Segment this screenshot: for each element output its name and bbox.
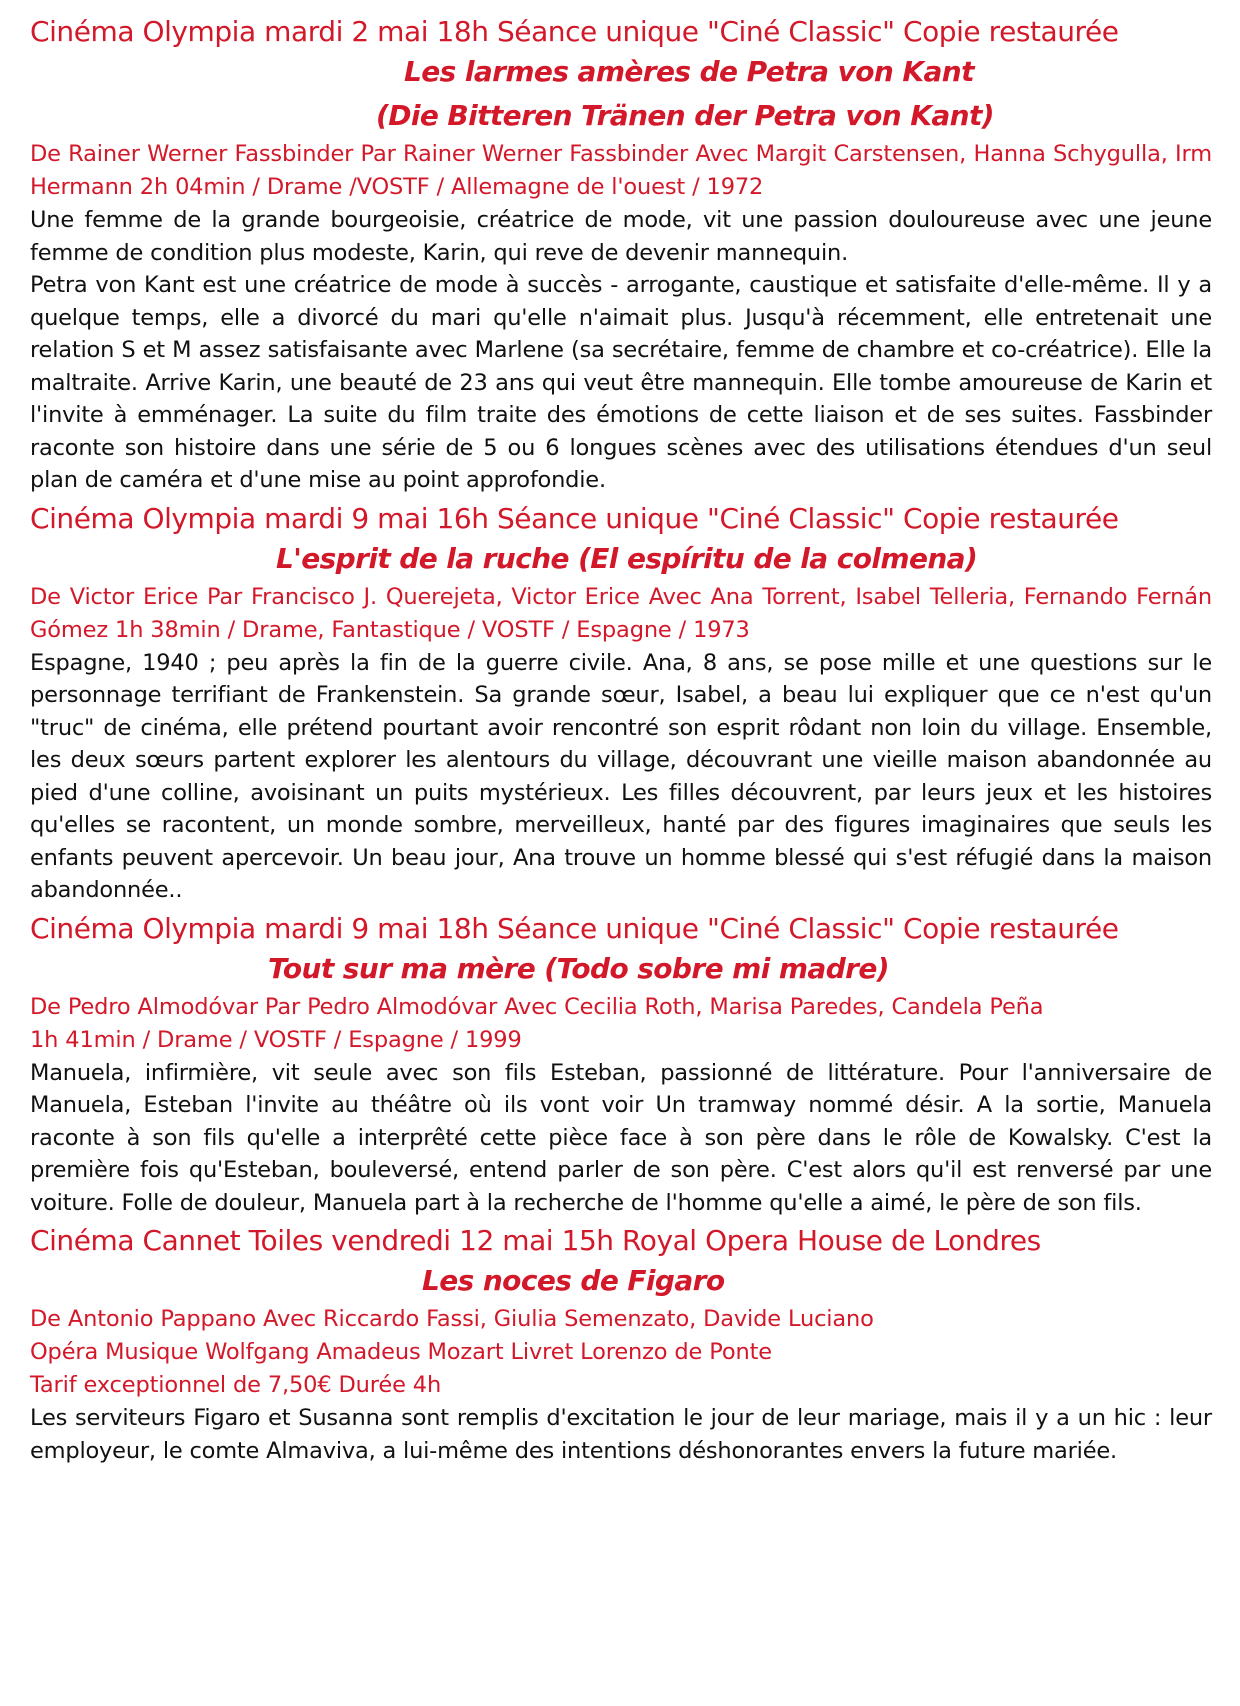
film-title: Les noces de Figaro [422, 1264, 725, 1297]
synopsis-paragraph: Les serviteurs Figaro et Susanna sont remplis d'excitation le jour de leur mariage, mais il y a un hic : leur employeur, le comte Almaviva, a lui-même des intentions déshonorantes envers la future mariée. [30, 1405, 1212, 1464]
synopsis-paragraph: Une femme de la grande bourgeoisie, créatrice de mode, vit une passion douloureuse avec une jeune femme de condition plus modeste, Karin, qui reve de devenir mannequin. [30, 207, 1212, 266]
screening-header: Cinéma Olympia mardi 9 mai 18h Séance unique "Ciné Classic" Copie restaurée [30, 911, 1119, 945]
film-credits: De Victor Erice Par Francisco J. Querejeta, Victor Erice Avec Ana Torrent, Isabel Telleria, Fernando Fernán Gómez 1h 38min / Drame, Fantastique / VOSTF / Espagne / 1973 [30, 583, 1212, 643]
screening-tout-sur-ma-mere [30, 911, 1212, 1220]
screening-header: Cinéma Olympia mardi 2 mai 18h Séance unique "Ciné Classic" Copie restaurée [30, 15, 1119, 48]
film-details: 1h 41min / Drame / VOSTF / Espagne / 1999 [30, 1026, 522, 1053]
screening-header: Cinéma Olympia mardi 9 mai 16h Séance unique "Ciné Classic" Copie restaurée [30, 501, 1119, 535]
film-title: Tout sur ma mère (Todo sobre mi madre) [268, 951, 889, 985]
film-credits: De Antonio Pappano Avec Riccardo Fassi, Giulia Semenzato, Davide Luciano [30, 1306, 874, 1332]
screening-petra-von-kant [30, 14, 1212, 497]
film-synopsis [30, 1402, 1212, 1467]
screening-noces-de-figaro [30, 1223, 1212, 1467]
film-synopsis [30, 204, 1212, 497]
synopsis-paragraph: Petra von Kant est une créatrice de mode à succès - arrogante, caustique et satisfaite d'elle-même. Il y a quelque temps, elle a divorcé du mari qu'elle n'aimait plus. Jusqu'à récemment, elle entretenait une relation S et M assez satisfaisante avec Marlene (sa secrétaire, femme de chambre et co-créatrice). Elle la maltraite. Arrive Karin, une beauté de 23 ans qui veut être mannequin. Elle tombe amoureuse de Karin et l'invite à emménager. La suite du film traite des émotions de cette liaison et de ses suites. Fassbinder raconte son histoire dans une série de 5 ou 6 longues scènes avec des utilisations étendues d'un seul plan de caméra et d'une mise au point approfondie. [30, 272, 1212, 493]
film-synopsis [30, 1057, 1212, 1220]
film-original-title: (Die Bitteren Tränen der Petra von Kant) [376, 99, 994, 132]
film-title: Les larmes amères de Petra von Kant [404, 55, 974, 88]
program-page [30, 14, 1212, 1471]
screening-esprit-de-la-ruche [30, 501, 1212, 907]
film-credits: De Rainer Werner Fassbinder Par Rainer Werner Fassbinder Avec Margit Carstensen, Hanna Schygulla, Irm Hermann 2h 04min / Drame /VOSTF / Allemagne de l'ouest / 1972 [30, 141, 1212, 200]
price-duration: Tarif exceptionnel de 7,50€ Durée 4h [30, 1372, 442, 1398]
film-title: L'esprit de la ruche (El espíritu de la colmena) [276, 541, 978, 575]
synopsis-paragraph: Espagne, 1940 ; peu après la fin de la guerre civile. Ana, 8 ans, se pose mille et une questions sur le personnage terrifiant de Frankenstein. Sa grande sœur, Isabel, a beau lui expliquer que ce n'est qu'un "truc" de cinéma, elle prétend pourtant avoir rencontré son esprit rôdant non loin du village. Ensemble, les deux sœurs partent explorer les alentours du village, découvrant une vieille maison abandonnée au pied d'une colline, avoisinant un puits mystérieux. Les filles découvrent, par leurs jeux et les histoires qu'elles se racontent, un monde sombre, merveilleux, hanté par des figures imaginaires que seuls les enfants peuvent apercevoir. Un beau jour, Ana trouve un homme blessé qui s'est réfugié dans la maison abandonnée.. [30, 649, 1212, 903]
opera-details: Opéra Musique Wolfgang Amadeus Mozart Livret Lorenzo de Ponte [30, 1339, 772, 1365]
screening-header: Cinéma Cannet Toiles vendredi 12 mai 15h Royal Opera House de Londres [30, 1224, 1041, 1257]
film-credits: De Pedro Almodóvar Par Pedro Almodóvar Avec Cecilia Roth, Marisa Paredes, Candela Peña [30, 993, 1044, 1020]
film-synopsis [30, 647, 1212, 907]
synopsis-paragraph: Manuela, infirmière, vit seule avec son fils Esteban, passionné de littérature. Pour l'anniversaire de Manuela, Esteban l'invite au théâtre où ils vont voir Un tramway nommé désir. A la sortie, Manuela raconte à son fils qu'elle a interprêté cette pièce face à son père dans le rôle de Kowalsky. C'est la première fois qu'Esteban, bouleversé, entend parler de son père. C'est alors qu'il est renversé par une voiture. Folle de douleur, Manuela part à la recherche de l'homme qu'elle a aimé, le père de son fils. [30, 1059, 1212, 1216]
